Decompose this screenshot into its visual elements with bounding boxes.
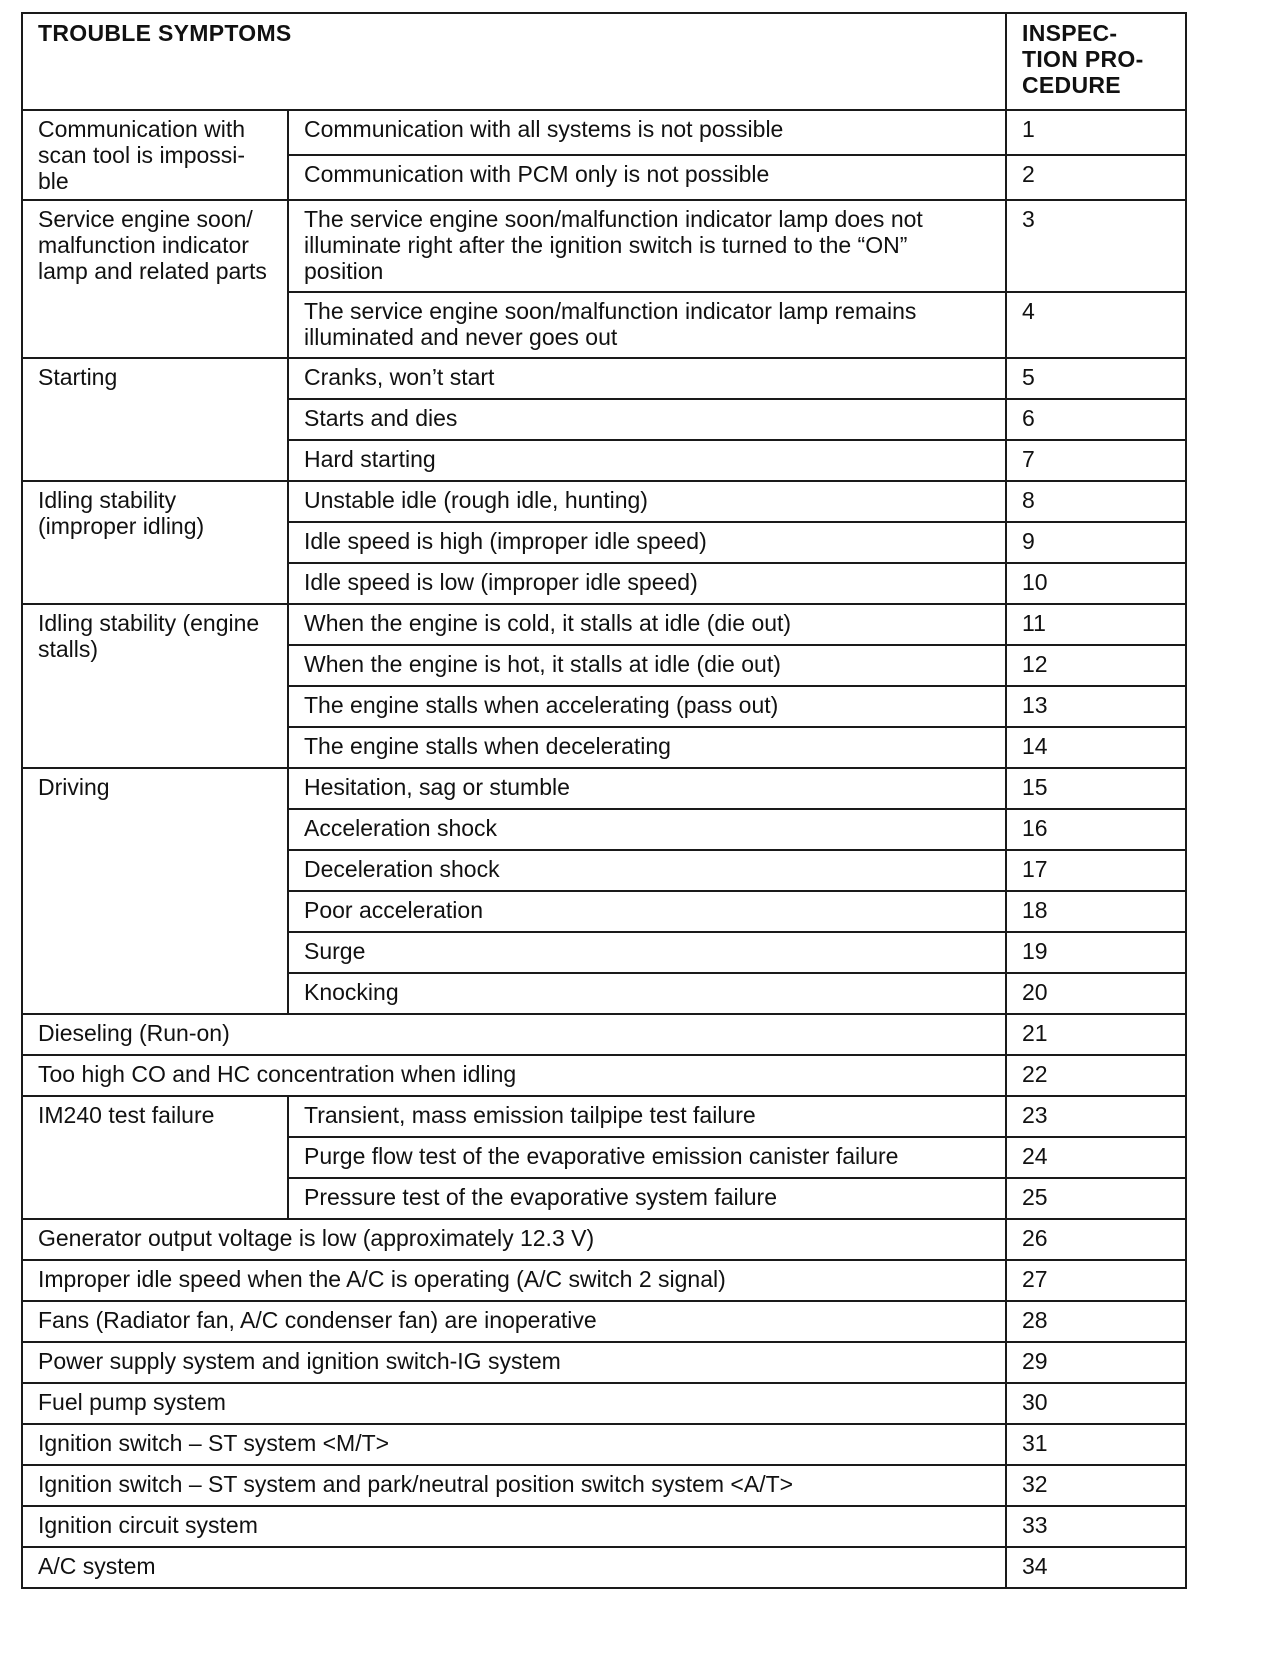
- category-cell: Idling stability (improper idling): [22, 481, 288, 604]
- procedure-cell: 14: [1006, 727, 1186, 768]
- trouble-symptom-chart: [21, 12, 1185, 1589]
- table-row: [22, 1260, 1186, 1301]
- symptom-cell: Improper idle speed when the A/C is operating (A/C switch 2 signal): [22, 1260, 1006, 1301]
- category-cell: Communication with scan tool is impossi-ble: [22, 110, 288, 200]
- procedure-cell: 33: [1006, 1506, 1186, 1547]
- symptom-cell: Transient, mass emission tailpipe test failure: [288, 1096, 1006, 1137]
- procedure-cell: 24: [1006, 1137, 1186, 1178]
- procedure-cell: 11: [1006, 604, 1186, 645]
- symptom-cell: Fuel pump system: [22, 1383, 1006, 1424]
- procedure-cell: 4: [1006, 292, 1186, 358]
- table-row: [22, 1342, 1186, 1383]
- symptom-cell: Deceleration shock: [288, 850, 1006, 891]
- symptom-cell: Idle speed is low (improper idle speed): [288, 563, 1006, 604]
- table-row: [22, 768, 1186, 809]
- symptom-cell: The engine stalls when accelerating (pass out): [288, 686, 1006, 727]
- table-row: [22, 604, 1186, 645]
- header-inspection-procedure: [1006, 13, 1186, 110]
- table-row: [22, 1301, 1186, 1342]
- symptom-cell: The engine stalls when decelerating: [288, 727, 1006, 768]
- category-cell: Service engine soon/ malfunction indicator lamp and related parts: [22, 200, 288, 358]
- table-row: [22, 358, 1186, 399]
- symptom-cell: Generator output voltage is low (approximately 12.3 V): [22, 1219, 1006, 1260]
- symptom-cell: Ignition switch – ST system and park/neutral position switch system <A/T>: [22, 1465, 1006, 1506]
- procedure-cell: 34: [1006, 1547, 1186, 1588]
- procedure-cell: 6: [1006, 399, 1186, 440]
- procedure-cell: 30: [1006, 1383, 1186, 1424]
- table-row: [22, 200, 1186, 292]
- procedure-cell: 32: [1006, 1465, 1186, 1506]
- procedure-cell: 26: [1006, 1219, 1186, 1260]
- symptom-cell: Idle speed is high (improper idle speed): [288, 522, 1006, 563]
- procedure-cell: 5: [1006, 358, 1186, 399]
- symptom-cell: Power supply system and ignition switch-IG system: [22, 1342, 1006, 1383]
- table-row: [22, 1383, 1186, 1424]
- symptom-cell: Starts and dies: [288, 399, 1006, 440]
- symptom-cell: Poor acceleration: [288, 891, 1006, 932]
- symptom-cell: When the engine is hot, it stalls at idle (die out): [288, 645, 1006, 686]
- header-procedure-line: CEDURE: [1022, 72, 1121, 98]
- category-cell: Idling stability (engine stalls): [22, 604, 288, 768]
- symptom-cell: Knocking: [288, 973, 1006, 1014]
- symptom-cell: Ignition circuit system: [22, 1506, 1006, 1547]
- table-row: [22, 1014, 1186, 1055]
- table-row: [22, 1219, 1186, 1260]
- procedure-cell: 3: [1006, 200, 1186, 292]
- table-row: [22, 1547, 1186, 1588]
- table-row: [22, 1096, 1186, 1137]
- procedure-cell: 21: [1006, 1014, 1186, 1055]
- symptom-cell: Dieseling (Run-on): [22, 1014, 1006, 1055]
- procedure-cell: 28: [1006, 1301, 1186, 1342]
- procedure-cell: 31: [1006, 1424, 1186, 1465]
- procedure-cell: 25: [1006, 1178, 1186, 1219]
- procedure-cell: 18: [1006, 891, 1186, 932]
- symptom-cell: Hard starting: [288, 440, 1006, 481]
- procedure-cell: 17: [1006, 850, 1186, 891]
- symptom-cell: Pressure test of the evaporative system failure: [288, 1178, 1006, 1219]
- symptom-cell: When the engine is cold, it stalls at idle (die out): [288, 604, 1006, 645]
- table-row: [22, 1055, 1186, 1096]
- symptom-cell: Ignition switch – ST system <M/T>: [22, 1424, 1006, 1465]
- trouble-symptom-table: [21, 12, 1187, 1589]
- table-row: [22, 1424, 1186, 1465]
- procedure-cell: 9: [1006, 522, 1186, 563]
- symptom-cell: The service engine soon/malfunction indicator lamp does not illuminate right after the ignition switch is turned to the “ON” position: [288, 200, 1006, 292]
- symptom-cell: Communication with PCM only is not possible: [288, 155, 1006, 200]
- procedure-cell: 20: [1006, 973, 1186, 1014]
- symptom-cell: Too high CO and HC concentration when idling: [22, 1055, 1006, 1096]
- category-cell: Starting: [22, 358, 288, 481]
- procedure-cell: 16: [1006, 809, 1186, 850]
- table-header-row: [22, 13, 1186, 110]
- procedure-cell: 1: [1006, 110, 1186, 155]
- symptom-cell: Cranks, won’t start: [288, 358, 1006, 399]
- procedure-cell: 12: [1006, 645, 1186, 686]
- header-procedure-line: INSPEC-: [1022, 20, 1118, 46]
- procedure-cell: 7: [1006, 440, 1186, 481]
- symptom-cell: Purge flow test of the evaporative emission canister failure: [288, 1137, 1006, 1178]
- procedure-cell: 29: [1006, 1342, 1186, 1383]
- table-row: [22, 1506, 1186, 1547]
- symptom-cell: Communication with all systems is not possible: [288, 110, 1006, 155]
- procedure-cell: 13: [1006, 686, 1186, 727]
- symptom-cell: Surge: [288, 932, 1006, 973]
- table-row: [22, 1465, 1186, 1506]
- procedure-cell: 23: [1006, 1096, 1186, 1137]
- category-cell: Driving: [22, 768, 288, 1014]
- procedure-cell: 10: [1006, 563, 1186, 604]
- symptom-cell: The service engine soon/malfunction indicator lamp remains illuminated and never goes out: [288, 292, 1006, 358]
- procedure-cell: 15: [1006, 768, 1186, 809]
- table-row: [22, 481, 1186, 522]
- symptom-cell: Fans (Radiator fan, A/C condenser fan) are inoperative: [22, 1301, 1006, 1342]
- procedure-cell: 8: [1006, 481, 1186, 522]
- symptom-cell: Acceleration shock: [288, 809, 1006, 850]
- symptom-cell: Hesitation, sag or stumble: [288, 768, 1006, 809]
- procedure-cell: 19: [1006, 932, 1186, 973]
- procedure-cell: 2: [1006, 155, 1186, 200]
- symptom-cell: A/C system: [22, 1547, 1006, 1588]
- header-procedure-line: TION PRO-: [1022, 46, 1144, 72]
- category-cell: IM240 test failure: [22, 1096, 288, 1219]
- symptom-cell: Unstable idle (rough idle, hunting): [288, 481, 1006, 522]
- table-row: [22, 110, 1186, 155]
- procedure-cell: 27: [1006, 1260, 1186, 1301]
- header-trouble-symptoms: TROUBLE SYMPTOMS: [22, 13, 1006, 110]
- procedure-cell: 22: [1006, 1055, 1186, 1096]
